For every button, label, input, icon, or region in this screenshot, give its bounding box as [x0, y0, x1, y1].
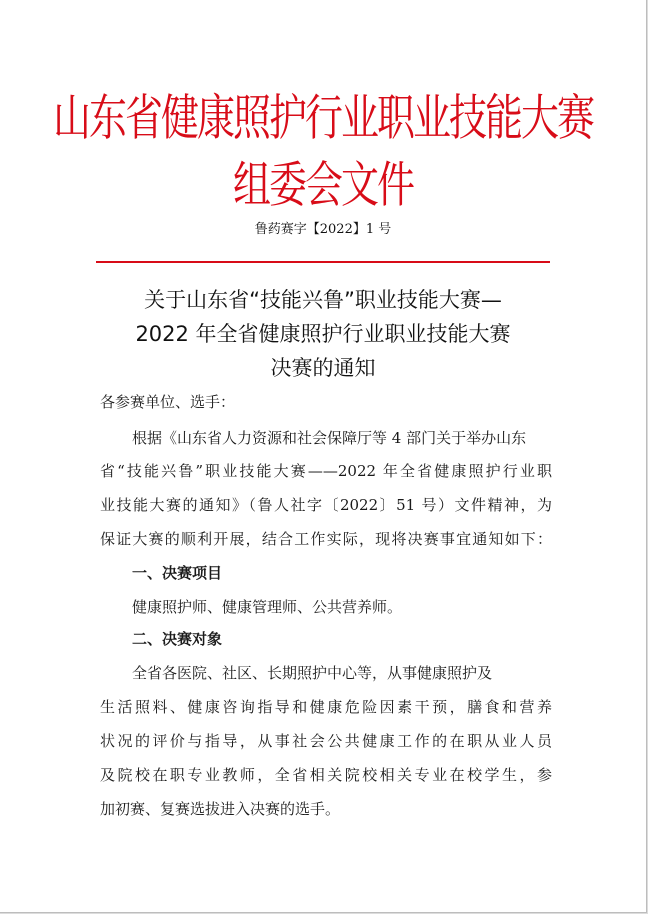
red-divider-line: [96, 261, 550, 263]
intro-line-3: 业技能大赛的通知》（鲁人社字〔2022〕51 号）文件精神，为: [100, 496, 552, 514]
intro-line-2: 省“技能兴鲁”职业技能大赛——2022 年全省健康照护行业职: [100, 462, 552, 480]
section-2-heading: 二、决赛对象: [132, 630, 223, 648]
notice-title-line-2: 2022 年全省健康照护行业职业技能大赛: [135, 322, 511, 346]
intro-line-4: 保证大赛的顺利开展，结合工作实际，现将决赛事宜通知如下：: [100, 530, 552, 548]
section-2-line-2: 生活照料、健康咨询指导和健康危险因素干预，膳食和营养: [100, 698, 552, 716]
section-2-line-1: 全省各医院、社区、长期照护中心等，从事健康照护及: [132, 664, 493, 682]
intro-line-1: 根据《山东省人力资源和社会保障厅等 4 部门关于举办山东: [132, 429, 527, 447]
section-1-heading: 一、决赛项目: [132, 564, 223, 582]
section-2-line-5: 加初赛、复赛选拔进入决赛的选手。: [100, 800, 341, 818]
section-1-text: 健康照护师、健康管理师、公共营养师。: [132, 598, 403, 616]
section-2-line-3: 状况的评价与指导，从事社会公共健康工作的在职从业人员: [100, 732, 552, 750]
salutation: 各参赛单位、选手：: [100, 393, 236, 411]
issuing-organization-title: 山东省健康照护行业职业技能大赛: [52, 89, 593, 147]
notice-title-line-3: 决赛的通知: [270, 356, 376, 380]
section-2-line-4: 及院校在职专业教师，全省相关院校相关专业在校学生，参: [100, 766, 552, 784]
document-type-title: 组委会文件: [232, 156, 413, 214]
document-number: 鲁药赛字【2022】1 号: [254, 222, 392, 237]
notice-title-line-1: 关于山东省“技能兴鲁”职业技能大赛—: [144, 288, 502, 312]
